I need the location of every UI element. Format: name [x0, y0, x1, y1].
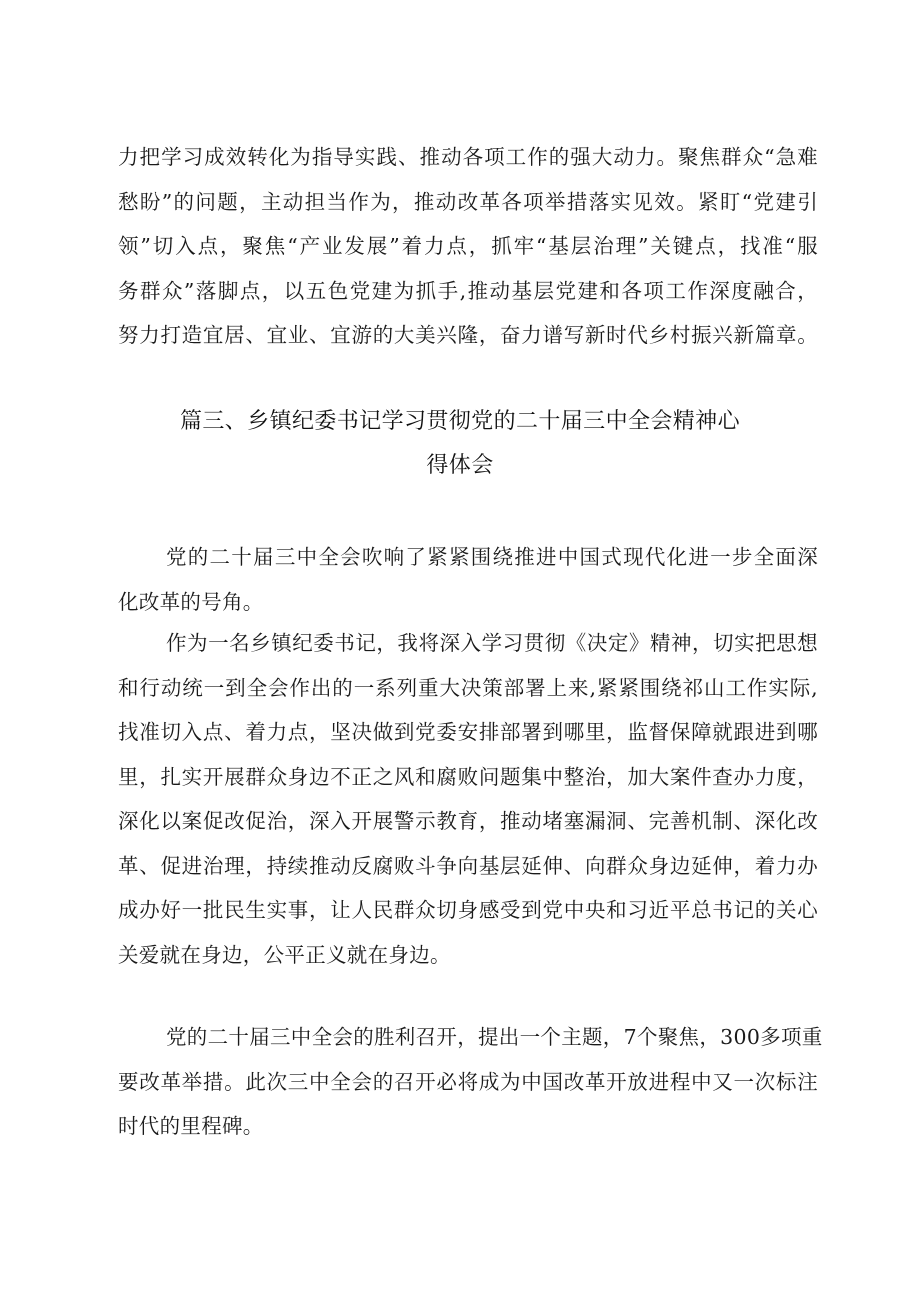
paragraph-line: 时代的里程碑。 [118, 1114, 264, 1138]
paragraph-line: 关爱就在身边，公平正义就在身边。 [118, 942, 451, 967]
paragraph-line: 要改革举措。此次三中全会的召开必将成为中国改革开放进程中又一次标注 [118, 1069, 818, 1094]
paragraph-line: 力把学习成效转化为指导实践、推动各项工作的强大动力。聚焦群众“急难 [118, 145, 818, 169]
section-title-line: 得体会 [426, 453, 494, 478]
paragraph-line: 和行动统一到全会作出的一系列重大决策部署上来,紧紧围绕祁山工作实际, [118, 675, 818, 700]
paragraph-line: 化改革的号角。 [118, 589, 264, 614]
paragraph-line: 领”切入点，聚焦“产业发展”着力点，抓牢“基层治理”关键点，找准“服 [118, 234, 818, 258]
paragraph-line: 革、促进治理，持续推动反腐败斗争向基层延伸、向群众身边延伸，着力办 [118, 853, 818, 878]
paragraph-line: 作为一名乡镇纪委书记，我将深入学习贯彻《决定》精神，切实把思想 [166, 631, 818, 655]
paragraph-previous [118, 135, 818, 358]
paragraph-line: 党的二十届三中全会吹响了紧紧围绕推进中国式现代化进一步全面深 [166, 545, 818, 569]
paragraph-intro [118, 535, 818, 624]
paragraph-line: 成办好一批民生实事，让人民群众切身感受到党中央和习近平总书记的关心 [118, 898, 818, 922]
paragraph-conclusion [118, 1015, 823, 1149]
paragraph-line: 务群众”落脚点，以五色党建为抓手,推动基层党建和各项工作深度融合， [118, 278, 818, 303]
paragraph-commitment [118, 621, 818, 977]
paragraph-line: 找准切入点、着力点，坚决做到党委安排部署到哪里，监督保障就跟进到哪 [118, 720, 818, 744]
paragraph-line: 努力打造宜居、宜业、宜游的大美兴隆，奋力谱写新时代乡村振兴新篇章。 [118, 323, 818, 347]
paragraph-line: 深化以案促改促治，深入开展警示教育，推动堵塞漏洞、完善机制、深化改 [118, 809, 818, 833]
section-title-line: 篇三、乡镇纪委书记学习贯彻党的二十届三中全会精神心 [179, 409, 740, 434]
paragraph-line: 党的二十届三中全会的胜利召开，提出一个主题，7个聚焦，300多项重 [166, 1025, 823, 1049]
paragraph-line: 愁盼”的问题，主动担当作为，推动改革各项举措落实见效。紧盯“党建引 [118, 189, 818, 214]
section-title [0, 400, 920, 488]
paragraph-line: 里，扎实开展群众身边不正之风和腐败问题集中整治，加大案件查办力度， [118, 764, 818, 789]
